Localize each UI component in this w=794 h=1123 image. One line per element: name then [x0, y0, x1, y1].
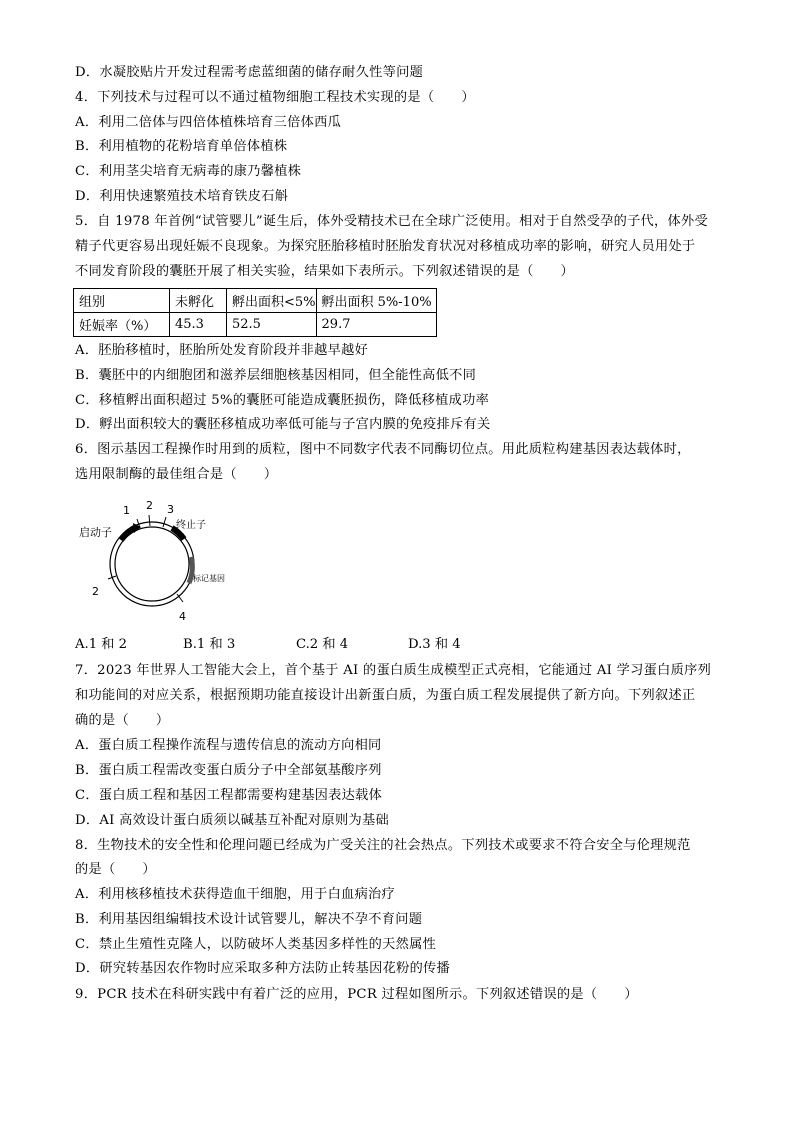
table-cell: 52.5: [227, 313, 317, 337]
table-cell: 45.3: [170, 313, 227, 337]
q6-option-d: D.3 和 4: [408, 637, 461, 652]
q4-option-c: C．利用茎尖培育无病毒的康乃馨植株: [75, 164, 302, 179]
q5-stem-line-3: 不同发育阶段的囊胚开展了相关实验，结果如下表所示。下列叙述错误的是（ ）: [75, 264, 575, 279]
q5-results-table: [73, 288, 437, 337]
table-header-cell: 未孵化: [170, 289, 227, 313]
q7-option-b: B．蛋白质工程需改变蛋白质分子中全部氨基酸序列: [75, 763, 382, 778]
q8-option-a: A．利用核移植技术获得造血干细胞，用于白血病治疗: [75, 887, 396, 902]
q8-stem-line-1: 8．生物技术的安全性和伦理问题已经成为广受关注的社会热点。下列技术或要求不符合安全与伦理规范: [75, 838, 691, 853]
q5-stem-line-1: 5．自 1978 年首例“试管婴儿”诞生后，体外受精技术已在全球广泛使用。相对于自然受孕的子代，体外受: [75, 214, 708, 229]
cut-site-3-tick: [163, 517, 166, 527]
marker-gene-label: 标记基因: [193, 574, 225, 583]
table-row: [74, 313, 437, 337]
q8-option-d: D．研究转基因农作物时应采取多种方法防止转基因花粉的传播: [75, 961, 451, 976]
table-header-cell: 孵出面积<5%: [227, 289, 317, 313]
q7-stem-line-1: 7．2023 年世界人工智能大会上，首个基于 AI 的蛋白质生成模型正式亮相，它能通过 AI 学习蛋白质序列: [75, 663, 712, 678]
cut-site-2-tick: [149, 515, 150, 526]
site-label-2: 2: [146, 499, 153, 512]
site-label-4: 4: [179, 610, 186, 623]
promoter-label: 启动子: [79, 526, 112, 539]
q8-stem-line-2: 的是（ ）: [75, 862, 156, 877]
site-label-1: 1: [123, 504, 130, 517]
site-label-3: 3: [167, 503, 174, 516]
table-header-cell: 组别: [74, 289, 170, 313]
q3-option-d: D．水凝胶贴片开发过程需考虑蓝细菌的储存耐久性等问题: [75, 65, 424, 80]
q5-option-c: C．移植孵出面积超过 5%的囊胚可能造成囊胚损伤，降低移植成功率: [75, 393, 490, 408]
table-header-cell: 孵出面积 5%-10%: [316, 289, 436, 313]
q9-stem: 9．PCR 技术在科研实践中有着广泛的应用，PCR 过程如图所示。下列叙述错误的是（ ）: [75, 987, 638, 1002]
q6-option-a: A.1 和 2: [75, 637, 128, 652]
q7-option-a: A．蛋白质工程操作流程与遗传信息的流动方向相同: [75, 738, 382, 753]
q4-stem: 4．下列技术与过程可以不通过植物细胞工程技术实现的是（ ）: [75, 90, 475, 105]
q5-option-a: A．胚胎移植时，胚胎所处发育阶段并非越早越好: [75, 343, 369, 358]
marker-gene-segment: [189, 557, 192, 583]
q4-option-a: A．利用二倍体与四倍体植株培育三倍体西瓜: [75, 115, 342, 130]
q5-option-d: D．孵出面积较大的囊胚移植成功率低可能与子宫内膜的免疫排斥有关: [75, 417, 491, 432]
q5-stem-line-2: 精子代更容易出现妊娠不良现象。为探究胚胎移植时胚胎发育状况对移植成功率的影响，研究人员用处于: [75, 239, 696, 254]
terminator-label: 终止子: [176, 520, 206, 531]
q6-option-c: C.2 和 4: [296, 637, 349, 652]
site-label-2b: 2: [92, 585, 99, 598]
q6-stem-line-1: 6．图示基因工程操作时用到的质粒，图中不同数字代表不同酶切位点。用此质粒构建基因表达载体时，: [75, 442, 691, 457]
q6-stem-line-2: 选用限制酶的最佳组合是（ ）: [75, 467, 278, 482]
q7-stem-line-3: 确的是（ ）: [75, 713, 170, 728]
plasmid-diagram: [76, 495, 225, 627]
q8-option-b: B．利用基因组编辑技术设计试管婴儿，解决不孕不育问题: [75, 912, 423, 927]
table-cell: 妊娠率（%）: [74, 313, 170, 337]
q4-option-d: D．利用快速繁殖技术培育铁皮石斛: [75, 189, 289, 204]
q7-option-d: D．AI 高效设计蛋白质须以碱基互补配对原则为基础: [75, 813, 389, 828]
q7-stem-line-2: 和功能间的对应关系，根据预期功能直接设计出新蛋白质，为蛋白质工程发展提供了新方向。下列叙述正: [75, 688, 696, 703]
q4-option-b: B．利用植物的花粉培育单倍体植株: [75, 139, 288, 154]
q7-option-c: C．蛋白质工程和基因工程都需要构建基因表达载体: [75, 788, 383, 803]
table-header-row: [74, 289, 437, 313]
q5-option-b: B．囊胚中的内细胞团和滋养层细胞核基因相同，但全能性高低不同: [75, 368, 477, 383]
q6-option-b: B.1 和 3: [183, 637, 236, 652]
q8-option-c: C．禁止生殖性克隆人，以防破坏人类基因多样性的天然属性: [75, 937, 437, 952]
table-cell: 29.7: [316, 313, 436, 337]
